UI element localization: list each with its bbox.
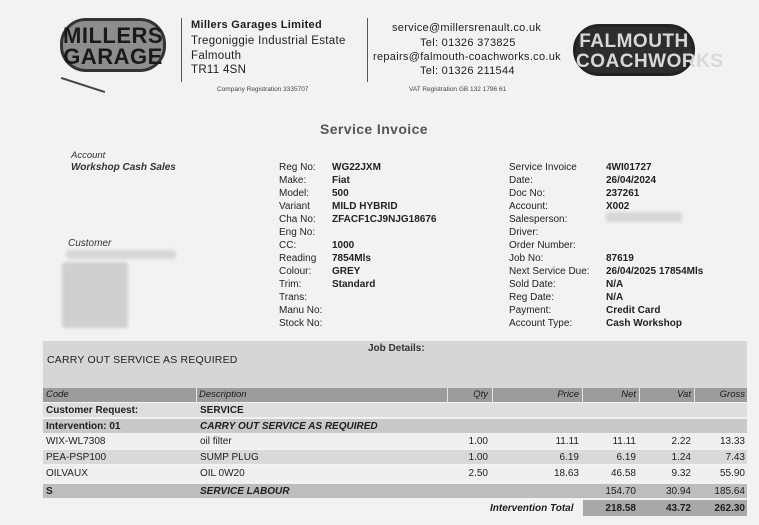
item-vat: 9.32 [671, 468, 691, 479]
item-code: WIX-WL7308 [46, 436, 106, 447]
col-sep [582, 388, 583, 402]
invoice-label: Driver: [509, 227, 539, 238]
labour-vat: 30.94 [665, 486, 691, 497]
account-label: Account [71, 150, 106, 161]
vehicle-value: Fiat [332, 175, 350, 186]
vehicle-label: CC: [279, 240, 297, 251]
vehicle-label: Colour: [279, 266, 312, 277]
redacted-salesperson [606, 212, 682, 222]
logo-line-2: COACHWORKS [576, 51, 724, 72]
invoice-label: Service Invoice [509, 162, 577, 173]
tel-repairs: Tel: 01326 211544 [420, 65, 515, 77]
labour-net: 154.70 [605, 486, 636, 497]
invoice-label: Order Number: [509, 240, 576, 251]
table-row-customer-request [43, 403, 747, 417]
vehicle-value: GREY [332, 266, 361, 277]
invoice-value: 4WI01727 [606, 162, 652, 173]
invoice-value: N/A [606, 292, 624, 303]
invoice-label: Salesperson: [509, 214, 568, 225]
job-details-text: CARRY OUT SERVICE AS REQUIRED [47, 354, 238, 366]
col-sep [639, 388, 640, 402]
customer-label: Customer [68, 238, 112, 249]
invoice-value: Cash Workshop [606, 318, 682, 329]
account-value: Workshop Cash Sales [71, 162, 176, 173]
vehicle-value: 1000 [332, 240, 355, 251]
invoice-value: N/A [606, 279, 624, 290]
header-vat: Vat [677, 389, 691, 400]
pen-stroke [61, 77, 105, 93]
total-vat: 43.72 [665, 503, 691, 514]
vehicle-value: MILD HYBRID [332, 201, 398, 212]
total-gross: 262.30 [714, 503, 745, 514]
item-vat: 1.24 [671, 452, 691, 463]
item-price: 18.63 [553, 468, 579, 479]
tel-service: Tel: 01326 373825 [420, 37, 516, 49]
invoice-label: Date: [509, 175, 533, 186]
logo-line-1: FALMOUTH [579, 31, 689, 52]
invoice-label: Doc No: [509, 188, 546, 199]
header-qty: Qty [473, 389, 488, 400]
item-code: PEA-PSP100 [46, 452, 107, 463]
item-qty: 1.00 [468, 452, 488, 463]
vehicle-label: Model: [279, 188, 310, 199]
vehicle-label: Eng No: [279, 227, 316, 238]
item-price: 11.11 [555, 436, 579, 447]
item-description: oil filter [200, 436, 232, 447]
invoice-value: Credit Card [606, 305, 661, 316]
divider-left [181, 18, 182, 82]
col-sep [196, 388, 197, 402]
company-postcode: TR11 4SN [191, 64, 247, 76]
invoice-value: 237261 [606, 188, 640, 199]
header-gross: Gross [719, 389, 745, 400]
labour-gross: 185.64 [714, 486, 745, 497]
invoice-label: Account: [509, 201, 548, 212]
item-gross: 55.90 [719, 468, 745, 479]
vehicle-value: 500 [332, 188, 349, 199]
vehicle-value: Standard [332, 279, 376, 290]
customer-request-value: SERVICE [200, 405, 244, 416]
company-name: Millers Garages Limited [191, 19, 322, 31]
intervention-total-label: Intervention Total [490, 503, 574, 514]
customer-request-label: Customer Request: [46, 405, 139, 416]
vehicle-label: Trans: [279, 292, 307, 303]
item-qty: 1.00 [468, 436, 488, 447]
company-address-2: Falmouth [191, 50, 242, 62]
vehicle-label: Stock No: [279, 318, 323, 329]
item-vat: 2.22 [671, 436, 691, 447]
email-service: service@millersrenault.co.uk [392, 22, 542, 34]
total-net: 218.58 [605, 503, 636, 514]
item-gross: 7.43 [725, 452, 745, 463]
redacted-customer-name [66, 250, 176, 259]
item-price: 6.19 [559, 452, 579, 463]
vehicle-label: Manu No: [279, 305, 323, 316]
falmouth-coachworks-logo [573, 24, 724, 76]
logo-line-1: MILLERS [63, 23, 164, 48]
invoice-value: 26/04/2025 17854Mls [606, 266, 704, 277]
col-sep [447, 388, 448, 402]
col-sep [492, 388, 493, 402]
invoice-value: 26/04/2024 [606, 175, 657, 186]
col-sep [694, 388, 695, 402]
intervention-label: Intervention: 01 [46, 421, 121, 432]
item-description: OIL 0W20 [200, 468, 245, 479]
item-net: 6.19 [616, 452, 636, 463]
invoice-label: Sold Date: [509, 279, 556, 290]
millers-garage-logo [60, 18, 166, 72]
vehicle-label: Trim: [279, 279, 302, 290]
header-price: Price [557, 389, 579, 400]
invoice-label: Next Service Due: [509, 266, 590, 277]
divider-mid [367, 18, 368, 82]
company-address-1: Tregoniggie Industrial Estate [191, 35, 346, 47]
labour-code: S [46, 486, 53, 497]
item-description: SUMP PLUG [200, 452, 259, 463]
email-repairs: repairs@falmouth-coachworks.co.uk [373, 51, 561, 63]
header-description: Description [199, 389, 247, 400]
invoice-value: 87619 [606, 253, 634, 264]
vehicle-value: 7854Mls [332, 253, 371, 264]
invoice-label: Job No: [509, 253, 544, 264]
header-net: Net [621, 389, 636, 400]
invoice-label: Reg Date: [509, 292, 555, 303]
logo-line-2: GARAGE [63, 44, 163, 69]
item-net: 46.58 [610, 468, 636, 479]
invoice-value: X002 [606, 201, 630, 212]
redacted-customer-address [62, 262, 128, 328]
page-title: Service Invoice [320, 121, 428, 137]
job-details-title: Job Details: [368, 343, 425, 354]
item-net: 11.11 [612, 436, 636, 447]
labour-description: SERVICE LABOUR [200, 486, 290, 497]
invoice-label: Account Type: [509, 318, 573, 329]
table-row-intervention [43, 419, 747, 433]
item-gross: 13.33 [719, 436, 745, 447]
intervention-description: CARRY OUT SERVICE AS REQUIRED [200, 421, 378, 432]
vehicle-label: Cha No: [279, 214, 316, 225]
vehicle-label: Variant [279, 201, 310, 212]
vehicle-value: WG22JXM [332, 162, 381, 173]
vehicle-label: Reading [279, 253, 317, 264]
company-registration: Company Registration 3335707 [217, 86, 309, 93]
vehicle-label: Reg No: [279, 162, 316, 173]
vehicle-label: Make: [279, 175, 307, 186]
header-code: Code [46, 389, 69, 400]
vat-registration: VAT Registration GB 132 1796 61 [409, 86, 507, 93]
vehicle-value: ZFACF1CJ9NJG18676 [332, 214, 437, 225]
item-qty: 2.50 [468, 468, 488, 479]
invoice-label: Payment: [509, 305, 552, 316]
item-code: OILVAUX [46, 468, 88, 479]
